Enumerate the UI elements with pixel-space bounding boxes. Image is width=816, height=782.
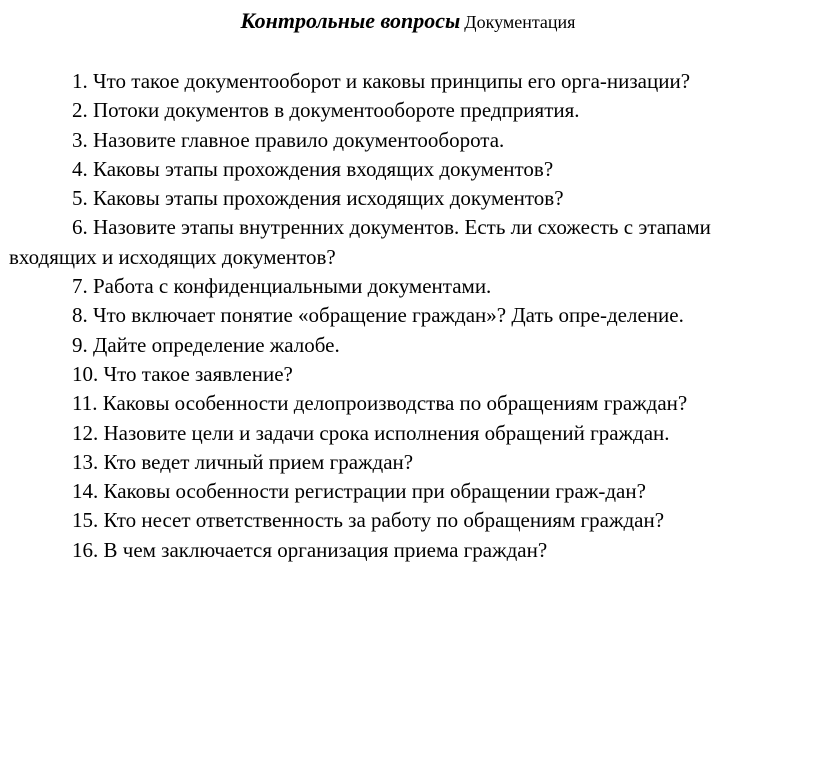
question-11: 11. Каковы особенности делопроизводства по обращениям граждан?	[72, 391, 688, 416]
question-4: 4. Каковы этапы прохождения входящих документов?	[72, 156, 554, 181]
question-9: 9. Дайте определение жалобе.	[72, 332, 340, 357]
question-1: 1. Что такое документооборот и каковы принципы его орга-низации?	[72, 69, 691, 93]
question-12: 12. Назовите цели и задачи срока исполнения обращений граждан.	[72, 420, 670, 445]
question-2: 2. Потоки документов в документообороте предприятия.	[72, 98, 580, 123]
question-6: 6. Назовите этапы внутренних документов. Есть ли схожесть с этапами входящих и исходящих документов?	[9, 215, 711, 269]
question-14: 14. Каковы особенности регистрации при обращении граж-дан?	[72, 479, 646, 504]
question-15: 15. Кто несет ответственность за работу по обращениям граждан?	[72, 508, 665, 533]
question-3: 3. Назовите главное правило документооборота.	[72, 127, 505, 152]
question-8: 8. Что включает понятие «обращение граждан»? Дать опре-деление.	[72, 303, 684, 328]
question-16: 16. В чем заключается организация приема граждан?	[72, 537, 548, 562]
questions-list	[9, 67, 781, 565]
title-main: Контрольные вопросы	[240, 8, 461, 33]
question-5: 5. Каковы этапы прохождения исходящих документов?	[72, 186, 564, 211]
question-13: 13. Кто ведет личный прием граждан?	[72, 449, 414, 474]
question-10: 10. Что такое заявление?	[72, 361, 293, 386]
question-7: 7. Работа с конфиденциальными документами.	[72, 274, 492, 299]
document-title	[0, 8, 816, 37]
title-subtitle: Документация	[464, 12, 576, 32]
